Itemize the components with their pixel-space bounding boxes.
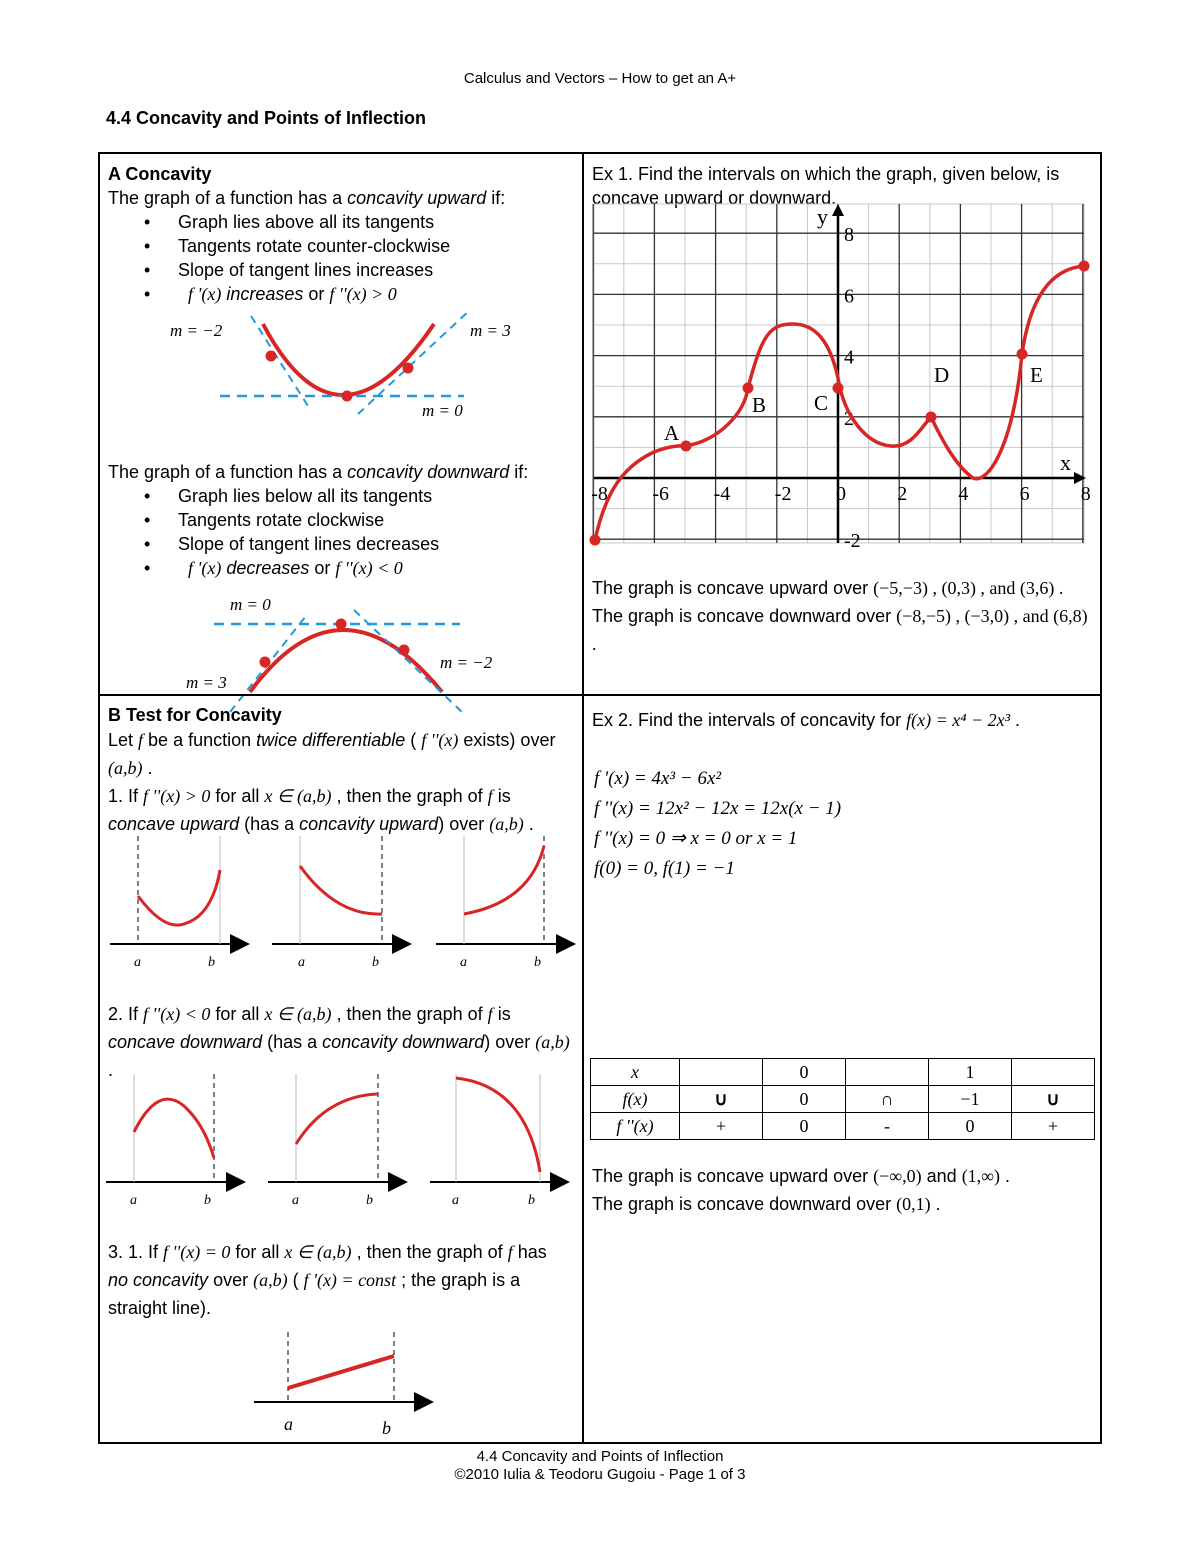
x-tick-label: 4 <box>958 483 969 505</box>
x-tick-label: 6 <box>1019 483 1030 505</box>
concave-up-list <box>108 210 574 306</box>
point-label-d: D <box>934 363 950 387</box>
y-tick-label: 8 <box>844 224 854 247</box>
section-b-heading: B Test for Concavity <box>108 705 282 725</box>
x-tick-label: 2 <box>897 483 908 505</box>
example-2 <box>582 694 1102 1444</box>
concave-down-list <box>108 484 574 580</box>
x-tick-label: 8 <box>1080 483 1091 505</box>
point-label-c: C <box>814 391 829 415</box>
list-item: • Tangents rotate counter-clockwise <box>178 234 574 258</box>
table-row: x 0 1 <box>591 1059 1095 1086</box>
y-tick-label: -2 <box>844 530 861 553</box>
section-b-test <box>98 694 584 1444</box>
page-title: 4.4 Concavity and Points of Inflection <box>106 108 427 128</box>
svg-text:a: a <box>292 1193 299 1208</box>
concave-up-examples <box>100 836 584 976</box>
example-1 <box>582 152 1102 696</box>
y-tick-label: 6 <box>844 285 854 308</box>
slope-label-right: m = −2 <box>440 653 493 672</box>
y-axis-label: y <box>817 204 828 229</box>
section-a-concavity <box>98 152 584 696</box>
rule-1: 1. If f ''(x) > 0 for all x ∈ (a,b) , then the graph of f is concave upward (has a concavity upward) over (a,b) . <box>108 786 534 834</box>
ex1-prompt: Ex 1. Find the intervals on which the graph, given below, is concave upward or downward. <box>592 164 1060 208</box>
list-item: • Slope of tangent lines increases <box>178 258 574 282</box>
svg-text:a: a <box>130 1193 137 1208</box>
svg-text:a: a <box>460 955 467 970</box>
slope-label-right: m = 3 <box>470 321 511 340</box>
concave-up-figure <box>108 306 578 446</box>
svg-text:b: b <box>204 1193 211 1208</box>
concave-up-intro: The graph of a function has a concavity upward if: <box>108 188 506 208</box>
rule-3: 3. 1. If f ''(x) = 0 for all x ∈ (a,b) , then the graph of f has no concavity over (a,b) ( f '(x) = const ; the graph is a straight line). <box>108 1242 547 1318</box>
concave-down-examples <box>100 1074 584 1214</box>
svg-text:b: b <box>372 955 379 970</box>
page-header: Calculus and Vectors – How to get an A+ <box>463 70 737 87</box>
svg-text:b: b <box>382 1418 391 1438</box>
section-b-intro: Let f be a function twice differentiable ( f ''(x) exists) over (a,b) . <box>108 730 556 778</box>
footer-copyright: ©2010 Iulia & Teodoru Gugoiu - Page 1 of 3 <box>454 1466 746 1483</box>
slope-label-left: m = 3 <box>186 673 227 692</box>
list-item: • Tangents rotate clockwise <box>178 508 574 532</box>
list-item: • Graph lies above all its tangents <box>178 210 574 234</box>
x-tick-label: -4 <box>713 483 731 505</box>
svg-text:a: a <box>284 1414 293 1434</box>
concave-down-figure <box>108 580 578 698</box>
list-item: • Graph lies below all its tangents <box>178 484 574 508</box>
svg-text:b: b <box>528 1193 535 1208</box>
rule-2: 2. If f ''(x) < 0 for all x ∈ (a,b) , then the graph of f is concave downward (has a concavity downward) over (a,b) . <box>108 1004 570 1080</box>
point-label-e: E <box>1030 363 1043 387</box>
x-tick-label: 0 <box>836 483 846 505</box>
sign-table <box>590 1058 1095 1140</box>
ex2-steps: f '(x) = 4x³ − 6x² f ''(x) = 12x² − 12x = 12x(x − 1) f ''(x) = 0 ⇒ x = 0 or x = 1 f(0) = 0, f(1) = −1 <box>594 768 842 879</box>
content-table <box>98 152 1102 1444</box>
ex1-graph <box>591 204 1094 554</box>
slope-label-bottom: m = 0 <box>422 401 463 420</box>
x-axis-label: x <box>1060 450 1071 475</box>
footer-title: 4.4 Concavity and Points of Inflection <box>476 1448 724 1465</box>
y-tick-label: 4 <box>844 346 854 369</box>
ex1-answer: The graph is concave upward over (−5,−3) , (0,3) , and (3,6) . The graph is concave downward over (−8,−5) , (−3,0) , and (6,8) . <box>592 578 1088 654</box>
x-tick-label: -6 <box>652 483 670 505</box>
x-tick-label: -8 <box>591 483 608 505</box>
x-tick-label: -2 <box>774 483 792 505</box>
list-item: • Slope of tangent lines decreases <box>178 532 574 556</box>
section-a-heading: A Concavity <box>108 164 212 184</box>
list-item: • f '(x) increases or f ''(x) > 0 <box>178 282 574 306</box>
point-label-b: B <box>752 393 767 417</box>
y-tick-label: 2 <box>844 407 854 430</box>
svg-text:a: a <box>452 1193 459 1208</box>
concave-down-intro: The graph of a function has a concavity downward if: <box>108 462 529 482</box>
table-row: f ''(x) + 0 - 0 + <box>591 1113 1095 1140</box>
svg-text:b: b <box>208 955 215 970</box>
ex2-prompt: Ex 2. Find the intervals of concavity for f(x) = x⁴ − 2x³ . <box>592 710 1021 730</box>
slope-label-left: m = −2 <box>170 321 223 340</box>
no-concavity-example <box>100 1316 584 1456</box>
svg-text:a: a <box>134 955 141 970</box>
svg-text:a: a <box>298 955 305 970</box>
slope-label-top: m = 0 <box>230 595 271 614</box>
table-row: f(x) ∪ 0 ∩ −1 ∪ <box>591 1086 1095 1113</box>
point-label-a: A <box>664 421 680 445</box>
svg-text:b: b <box>534 955 541 970</box>
svg-text:b: b <box>366 1193 373 1208</box>
list-item: • f '(x) decreases or f ''(x) < 0 <box>178 556 574 580</box>
ex2-answer: The graph is concave upward over (−∞,0) and (1,∞) . The graph is concave downward over (0,1) . <box>592 1166 1011 1214</box>
